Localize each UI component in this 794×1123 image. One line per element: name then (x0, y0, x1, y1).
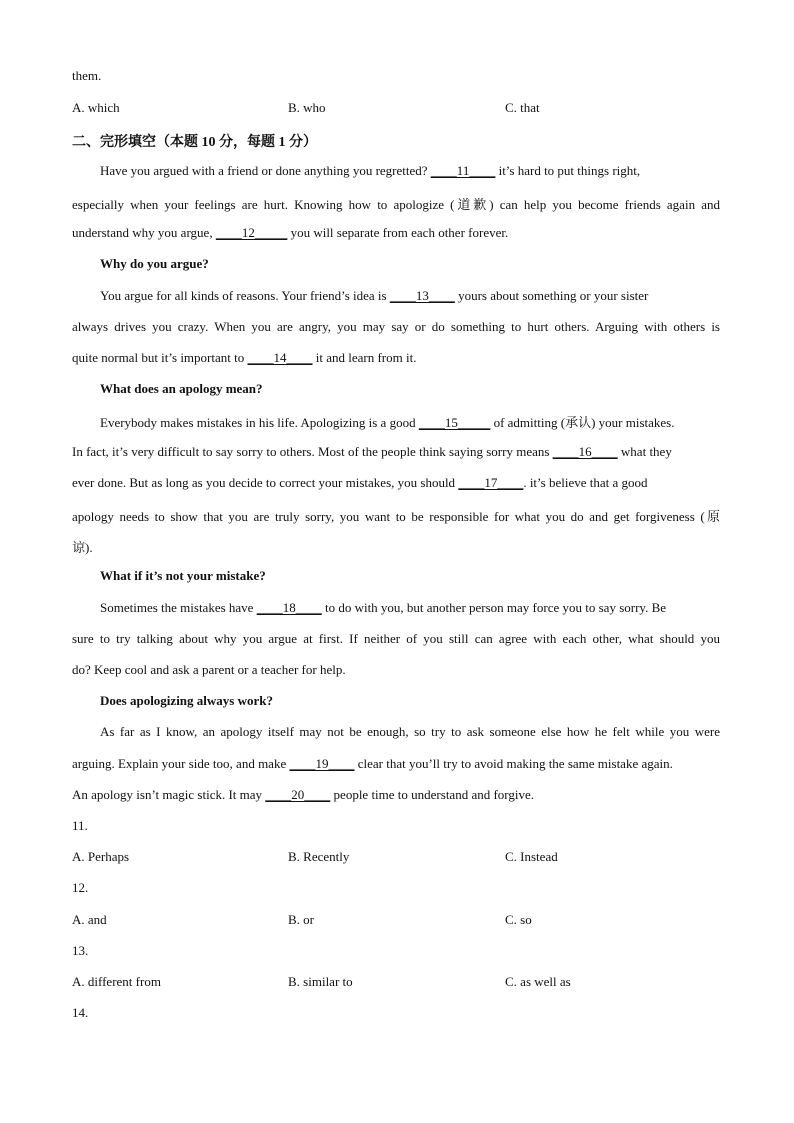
passage-line (100, 600, 666, 616)
subheading-why-argue: Why do you argue? (100, 256, 209, 271)
option-c: C. that (505, 100, 540, 115)
blank-19: ____19____ (289, 756, 355, 771)
text: You argue for all kinds of reasons. Your friend’s idea is (100, 288, 390, 303)
passage-line: 谅). (72, 540, 93, 555)
passage-line (100, 412, 674, 431)
passage-line: always drives you crazy. When you are angry, you may say or do something to hurt others. Arguing with others is (72, 319, 720, 334)
option-a: A. which (72, 100, 120, 115)
passage-line: As far as I know, an apology itself may not be enough, so try to ask someone else how he felt while you were (100, 724, 720, 739)
subheading-apology-mean: What does an apology mean? (100, 381, 263, 396)
q13-option-b: B. similar to (288, 974, 353, 989)
blank-15: ____15_____ (418, 415, 491, 430)
question-number-14: 14. (72, 1005, 89, 1020)
question-number-11: 11. (72, 818, 88, 833)
passage-line (72, 444, 672, 460)
text: it and learn from it. (312, 350, 417, 365)
q11-option-b: B. Recently (288, 849, 350, 864)
text: you will separate from each other forever. (287, 225, 509, 240)
passage-line (72, 475, 648, 491)
q12-option-a: A. and (72, 912, 107, 927)
text: it’s hard to put things right, (495, 163, 641, 178)
blank-20: ____20____ (265, 787, 331, 802)
text: Everybody makes mistakes in his life. Apologizing is a good (100, 415, 419, 430)
text: of admitting (承认) your mistakes. (490, 415, 675, 430)
question-number-13: 13. (72, 943, 89, 958)
text: Have you argued with a friend or done anything you regretted? (100, 163, 431, 178)
passage-line (100, 288, 648, 304)
text: quite normal but it’s important to (72, 350, 248, 365)
passage-line (100, 163, 640, 179)
text: ever done. But as long as you decide to correct your mistakes, you should (72, 475, 459, 490)
passage-line: apology needs to show that you are truly sorry, you want to be responsible for what you do and get forgiveness (原 (72, 509, 720, 524)
section-title: 二、完形填空（本题 10 分，每题 1 分） (72, 135, 317, 150)
passage-line: do? Keep cool and ask a parent or a teacher for help. (72, 662, 346, 677)
text: An apology isn’t magic stick. It may (72, 787, 266, 802)
passage-line (72, 225, 508, 241)
passage-line (72, 787, 534, 803)
text: yours about something or your sister (454, 288, 649, 303)
q12-option-b: B. or (288, 912, 314, 927)
q12-option-c: C. so (505, 912, 532, 927)
previous-question-continuation: them. (72, 68, 102, 83)
text: Sometimes the mistakes have (100, 600, 257, 615)
blank-17: ____17____ (458, 475, 524, 490)
q13-option-c: C. as well as (505, 974, 571, 989)
text: arguing. Explain your side too, and make (72, 756, 290, 771)
option-b: B. who (288, 100, 326, 115)
q13-option-a: A. different from (72, 974, 161, 989)
blank-14: ____14____ (247, 350, 313, 365)
text: In fact, it’s very difficult to say sorry to others. Most of the people think saying sorry means (72, 444, 553, 459)
q11-option-c: C. Instead (505, 849, 558, 864)
text: clear that you’ll try to avoid making the same mistake again. (354, 756, 673, 771)
blank-13: ____13____ (389, 288, 455, 303)
passage-line (72, 350, 416, 366)
passage-line: especially when your feelings are hurt. Knowing how to apologize (道歉) can help you become friends again and (72, 197, 720, 212)
blank-18: ____18____ (256, 600, 322, 615)
passage-line: sure to try talking about why you argue at first. If neither of you still can agree with each other, what should you (72, 631, 720, 646)
text: people time to understand and forgive. (330, 787, 535, 802)
blank-16: ____16____ (552, 444, 618, 459)
text: understand why you argue, (72, 225, 216, 240)
text: . it’s believe that a good (523, 475, 648, 490)
text: what they (617, 444, 672, 459)
blank-12: ____12_____ (215, 225, 288, 240)
subheading-apologizing-work: Does apologizing always work? (100, 693, 273, 708)
blank-11: ____11____ (430, 163, 496, 178)
q11-option-a: A. Perhaps (72, 849, 130, 864)
passage-line (72, 756, 673, 772)
text: to do with you, but another person may force you to say sorry. Be (321, 600, 667, 615)
subheading-not-your-mistake: What if it’s not your mistake? (100, 568, 266, 583)
question-number-12: 12. (72, 880, 89, 895)
